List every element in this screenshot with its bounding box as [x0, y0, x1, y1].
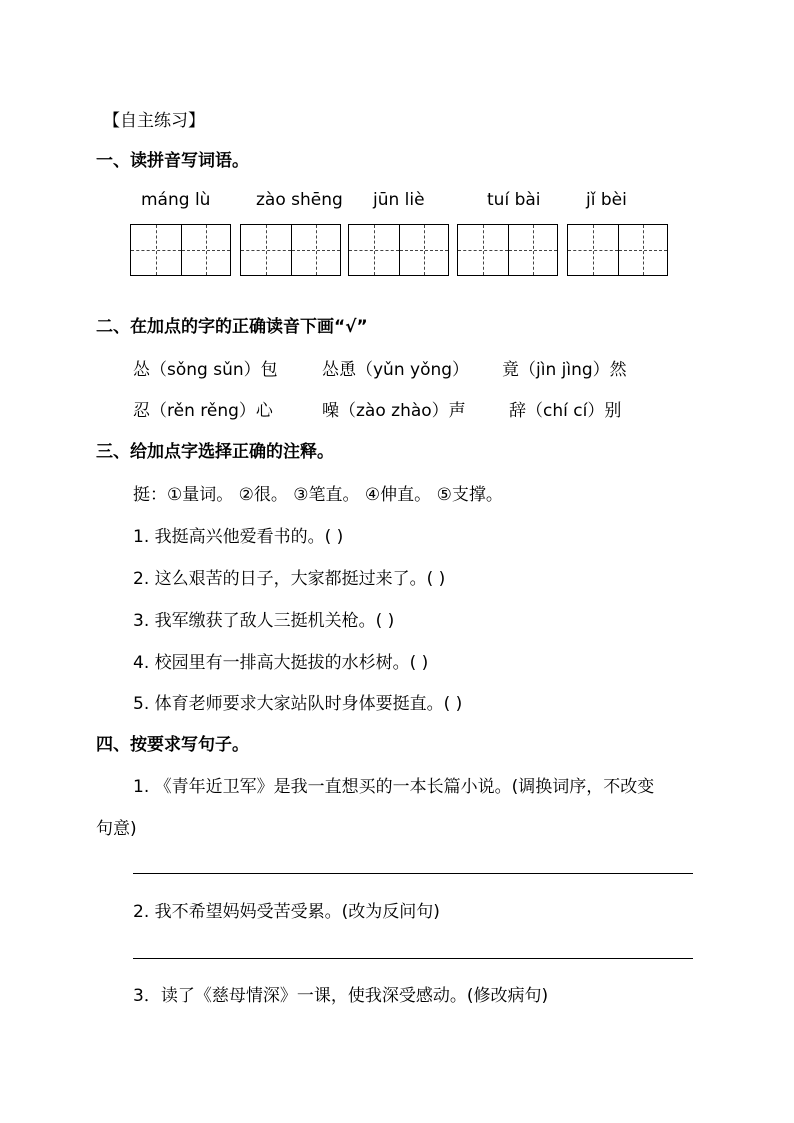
pinyin-4: tuí bài [487, 190, 541, 210]
writing-grid-4[interactable] [457, 224, 558, 276]
pinyin-5: jǐ bèi [586, 190, 627, 210]
section4-heading: 四、按要求写句子。 [96, 735, 249, 755]
sentence-task: 3．读了《慈母情深》一课，使我深受感动。(修改病句) [133, 986, 549, 1006]
writing-grid-1[interactable] [130, 224, 231, 276]
pronunciation-item: 噪（zào zhào）声 [322, 401, 466, 421]
pronunciation-item: 怂恿（yǔn yǒng） [322, 360, 470, 380]
writing-grid-3[interactable] [348, 224, 449, 276]
definitions-list: 挺：①量词。 ②很。 ③笔直。 ④伸直。 ⑤支撑。 [133, 485, 503, 505]
exercise-item: 3. 我军缴获了敌人三挺机关枪。( ) [133, 611, 395, 631]
exercise-item: 5. 体育老师要求大家站队时身体要挺直。( ) [133, 694, 463, 714]
section3-heading: 三、给加点字选择正确的注释。 [96, 442, 334, 462]
sentence-task: 2. 我不希望妈妈受苦受累。(改为反问句) [133, 902, 440, 922]
pinyin-3: jūn liè [373, 190, 425, 210]
section1-heading: 一、读拼音写词语。 [96, 151, 249, 171]
pronunciation-item: 竟（jìn jìng）然 [502, 360, 627, 380]
pronunciation-item: 忍（rěn rěng）心 [133, 401, 273, 421]
pinyin-1: máng lù [141, 190, 211, 210]
sentence-task: 1. 《青年近卫军》是我一直想买的一本长篇小说。(调换词序，不改变 [133, 777, 655, 797]
answer-line[interactable] [133, 873, 693, 874]
writing-grid-5[interactable] [567, 224, 668, 276]
practice-title: 【自主练习】 [103, 111, 205, 131]
exercise-item: 2. 这么艰苦的日子，大家都挺过来了。( ) [133, 569, 446, 589]
section2-heading: 二、在加点的字的正确读音下画“√” [96, 317, 368, 337]
answer-line[interactable] [133, 958, 693, 959]
exercise-item: 4. 校园里有一排高大挺拔的水杉树。( ) [133, 653, 429, 673]
pinyin-2: zào shēng [256, 190, 343, 210]
exercise-item: 1. 我挺高兴他爱看书的。( ) [133, 527, 344, 547]
pronunciation-item: 辞（chí cí）别 [509, 401, 622, 421]
sentence-task-continued: 句意) [96, 819, 137, 839]
writing-grid-2[interactable] [240, 224, 341, 276]
pronunciation-item: 怂（sǒng sǔn）包 [133, 360, 278, 380]
